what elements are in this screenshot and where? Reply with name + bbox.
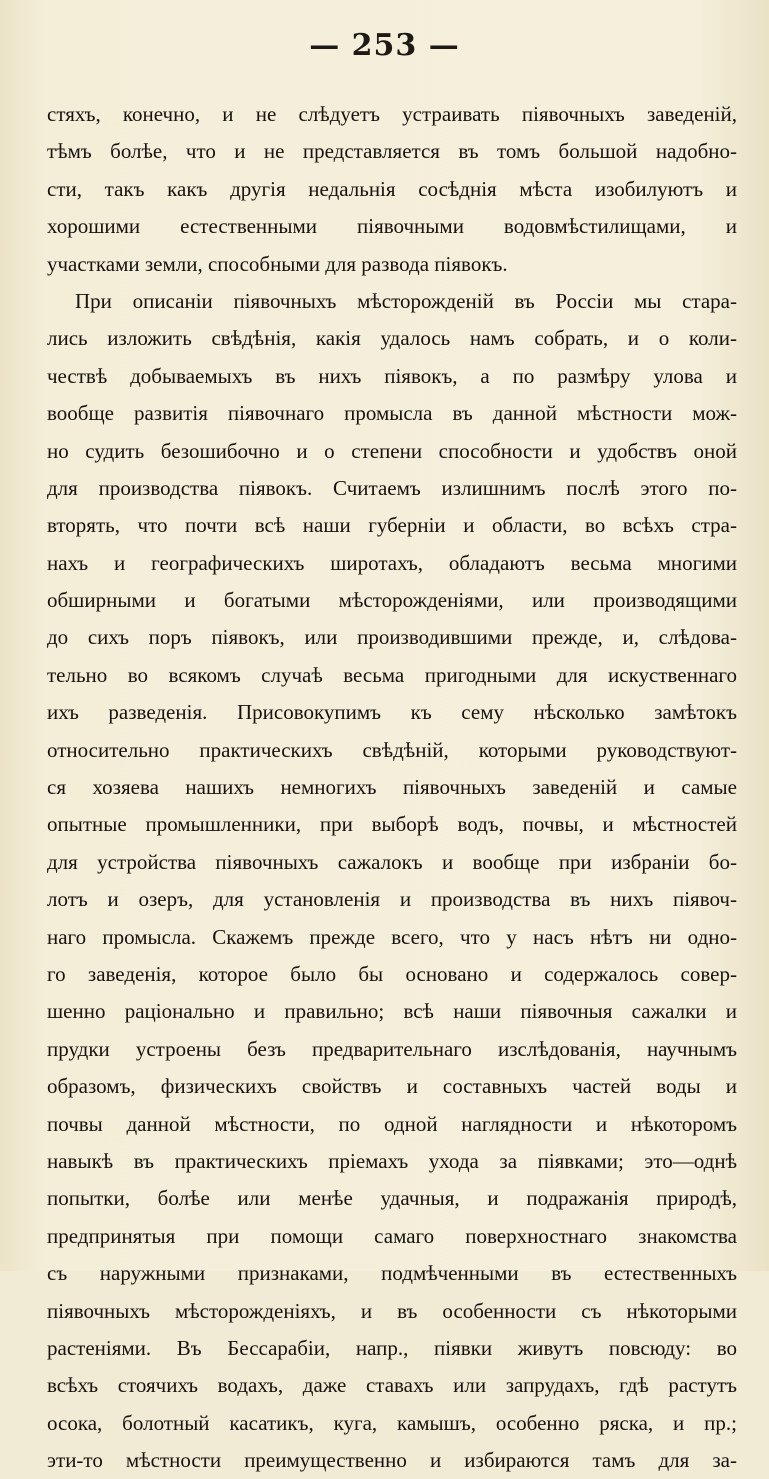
text-line: тельно во всякомъ случаѣ весьма пригодными для искуственнаго	[47, 662, 737, 687]
text-line: тѣмъ болѣе, что и не представляется въ томъ большой надобно-	[47, 139, 737, 164]
page-number: — 253 —	[309, 28, 460, 63]
text-line: нахъ и географическихъ широтахъ, обладаютъ весьма многими	[47, 550, 737, 575]
text-line: участками земли, способными для развода піявокъ.	[47, 251, 508, 276]
text-line: При описаніи піявочныхъ мѣсторожденій въ Россіи мы стара-	[75, 288, 737, 313]
text-line: стяхъ, конечно, и не слѣдуетъ устраивать піявочныхъ заведеній,	[47, 102, 737, 126]
text-line: лотъ и озеръ, для установленія и производства въ нихъ піявоч-	[47, 887, 737, 912]
text-line: наго промысла. Скажемъ прежде всего, что у насъ нѣтъ ни одно-	[47, 924, 737, 949]
text-line: всѣхъ стоячихъ водахъ, даже ставахъ или запрудахъ, гдѣ растутъ	[47, 1373, 737, 1398]
text-line: вообще развитія піявочнаго промысла въ данной мѣстности мож-	[47, 401, 737, 426]
text-line: ихъ разведенія. Присовокупимъ къ сему нѣсколько замѣтокъ	[47, 700, 737, 725]
text-line: піявочныхъ мѣсторожденіяхъ, и въ особенности съ нѣкоторыми	[47, 1298, 737, 1323]
text-line: осока, болотный касатикъ, куга, камышъ, особенно ряска, и пр.;	[47, 1410, 737, 1435]
text-line: образомъ, физическихъ свойствъ и составныхъ частей воды и	[47, 1074, 737, 1099]
text-line: до сихъ поръ піявокъ, или производившими прежде, и, слѣдова-	[47, 625, 737, 650]
text-line: обширными и богатыми мѣсторожденіями, или производящими	[47, 588, 737, 613]
text-line: для производства піявокъ. Считаемъ излишнимъ послѣ этого по-	[47, 475, 737, 500]
text-line: опытные промышленники, при выборѣ водъ, почвы, и мѣстностей	[47, 812, 737, 837]
text-line: эти-то мѣстности преимущественно и избираются тамъ для за-	[47, 1448, 737, 1473]
text-line: прудки устроены безъ предварительнаго изслѣдованія, научнымъ	[47, 1036, 737, 1061]
text-line: го заведенія, которое было бы основано и содержалось совер-	[47, 961, 737, 986]
text-line: сти, такъ какъ другія недальнія сосѣднія мѣста изобилуютъ и	[47, 176, 737, 201]
text-line: лись изложить свѣдѣнія, какія удалось намъ собрать, и о коли-	[47, 326, 737, 351]
text-line: навыкѣ въ практическихъ пріемахъ ухода за піявками; это—однѣ	[47, 1148, 737, 1173]
text-line: попытки, болѣе или менѣе удачныя, и подражанія природѣ,	[47, 1186, 737, 1211]
text-line: почвы данной мѣстности, по одной наглядности и нѣкоторомъ	[47, 1111, 737, 1136]
text-line: съ наружными признаками, подмѣченными въ естественныхъ	[47, 1261, 737, 1286]
text-line: относительно практическихъ свѣдѣній, которыми руководствуют-	[47, 737, 737, 762]
text-line: хорошими естественными піявочными водовмѣстилищами, и	[47, 214, 737, 239]
text-line: ся хозяева нашихъ немногихъ піявочныхъ заведеній и самые	[47, 775, 737, 800]
text-line: шенно раціонально и правильно; всѣ наши піявочныя сажалки и	[47, 999, 737, 1024]
text-line: для устройства піявочныхъ сажалокъ и вообще при избраніи бо-	[47, 849, 737, 874]
text-line: предпринятыя при помощи самаго поверхностнаго знакомства	[47, 1223, 737, 1248]
body-text	[47, 96, 737, 1479]
text-line: растеніями. Въ Бессарабіи, напр., піявки живутъ повсюду: во	[47, 1335, 737, 1360]
text-line: чествѣ добываемыхъ въ нихъ піявокъ, а по размѣру улова и	[47, 363, 737, 388]
text-line: но судить безошибочно и о степени способности и удобствъ оной	[47, 438, 737, 463]
text-line: вторять, что почти всѣ наши губерніи и области, во всѣхъ стра-	[47, 513, 737, 538]
